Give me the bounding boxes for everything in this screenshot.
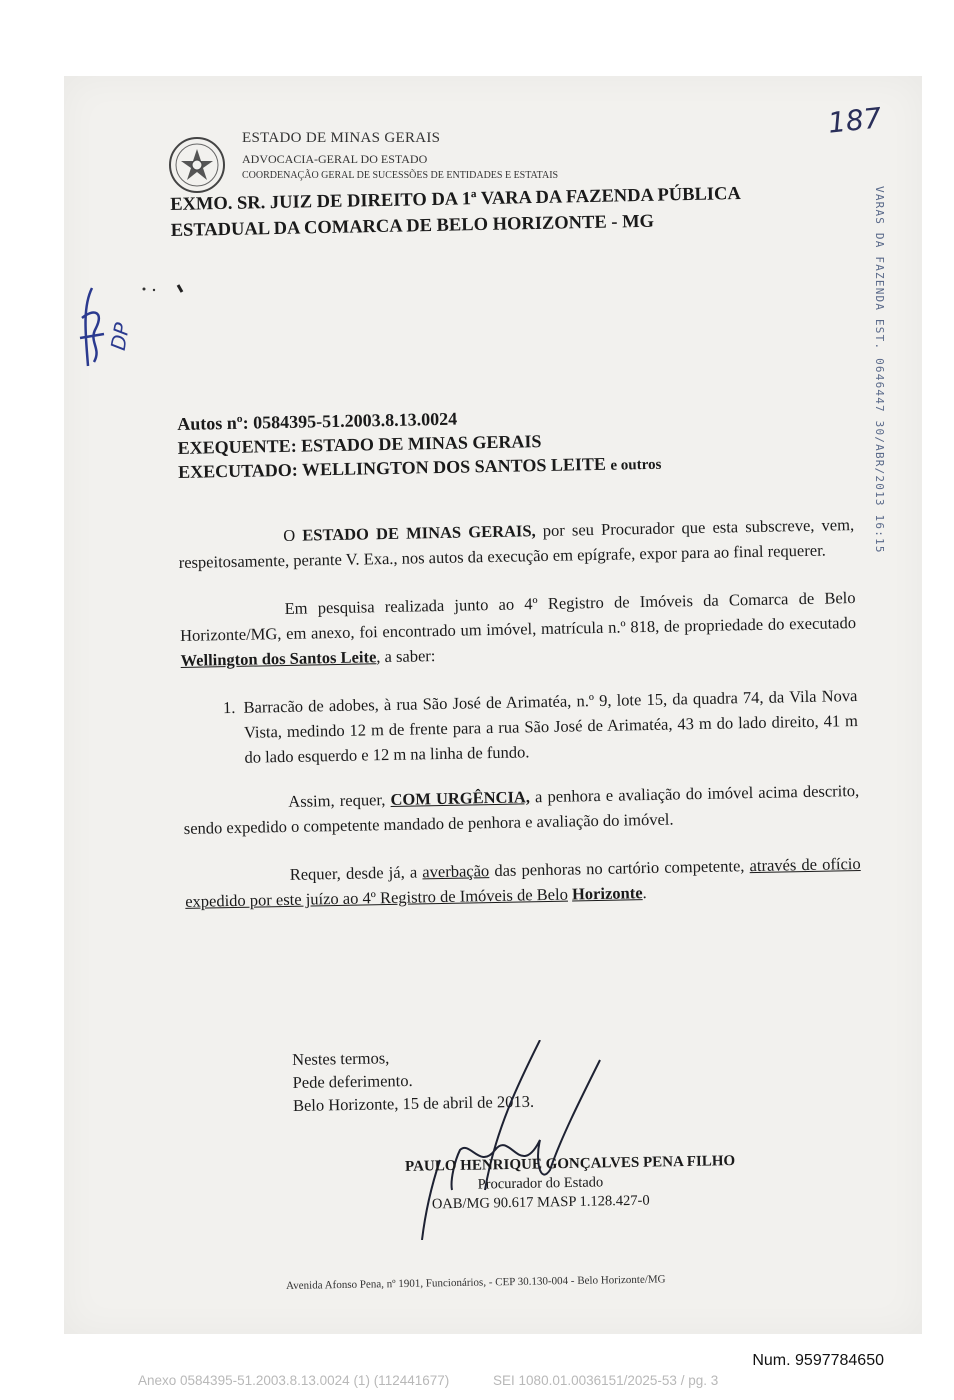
paragraph-request-registration: Requer, desde já, a averbação das penhoras no cartório competente, através de ofício expedido por este juízo ao 4º Registro de Imóveis de Belo Horizonte. xyxy=(185,853,861,911)
signer-role: Procurador do Estado xyxy=(477,1174,604,1193)
protocol-stamp: VARAS DA FAZENDA EST. 0646447 30/ABR/2013 16:15 xyxy=(873,186,886,554)
signer-block xyxy=(340,1153,741,1215)
paragraph-introduction: O ESTADO DE MINAS GERAIS, por seu Procurador que esta subscreve, vem, respeitosamente, perante V. Exa., nos autos da execução em epígrafe, expor para ao final requerer. xyxy=(178,515,855,572)
header-coordination-name: COORDENAÇÃO GERAL DE SUCESSÕES DE ENTIDADES E ESTATAIS xyxy=(242,170,559,181)
closing-date: Belo Horizonte, 15 de abril de 2013. xyxy=(292,1091,535,1115)
case-identification xyxy=(177,400,778,486)
annex-reference: Anexo 0584395-51.2003.8.13.0024 (1) (112441677) xyxy=(138,1373,450,1388)
header-state-name: ESTADO DE MINAS GERAIS xyxy=(242,130,441,146)
paragraph-property-search: Em pesquisa realizada junto ao 4º Registro de Imóveis da Comarca de Belo Horizonte/MG, em anexo, foi encontrado um imóvel, matrícula n.º 818, de propriedade do executado Wellington dos Santos Leite, a saber: xyxy=(179,588,857,670)
document-metadata-line xyxy=(138,1373,758,1388)
stray-ink-marks xyxy=(138,282,188,296)
urgency-emphasis: COM URGÊNCIA, xyxy=(390,787,531,809)
case-plaintiff: EXEQUENTE: ESTADO DE MINAS GERAIS xyxy=(177,431,542,458)
property-item-1: 1. Barracão de adobes, à rua São José de Arimatéa, n.º 9, lote 15, da quadra 74, da Vila Nova Vista, medindo 12 m de frente para a rua São José de Arimatéa, 43 m do lado direito, 41 m do lado esquerdo e 12 m na linha de fundo. xyxy=(239,683,858,770)
petition-body xyxy=(178,512,862,937)
addressee-line-1: EXMO. SR. JUIZ DE DIREITO DA 1ª VARA DA FAZENDA PÚBLICA xyxy=(170,184,741,215)
closing-line-1: Nestes termos, xyxy=(292,1048,390,1069)
paragraph-request-seizure: Assim, requer, COM URGÊNCIA, a penhora e avaliação do imóvel acima descrito, sendo expedido o competente mandado de penhora e avaliação do imóvel. xyxy=(183,780,860,838)
property-list xyxy=(181,683,858,771)
case-defendant: EXECUTADO: WELLINGTON DOS SANTOS LEITE xyxy=(177,453,607,482)
property-owner-name: Wellington dos Santos Leite xyxy=(180,647,377,670)
sei-reference: SEI 1080.01.0036151/2025-53 / pg. 3 xyxy=(493,1373,719,1388)
signer-registration: OAB/MG 90.617 MASP 1.128.427-0 xyxy=(431,1192,650,1213)
handwritten-page-number: 187 xyxy=(826,101,884,140)
addressee-line-2: ESTADUAL DA COMARCA DE BELO HORIZONTE - MG xyxy=(170,211,655,241)
petitioner-name: ESTADO DE MINAS GERAIS, xyxy=(302,521,536,545)
state-coat-of-arms-seal xyxy=(165,135,229,195)
document-number: Num. 9597784650 xyxy=(752,1352,884,1369)
handwritten-initials: DP xyxy=(105,320,135,353)
header-agency-name: ADVOCACIA-GERAL DO ESTADO xyxy=(242,152,428,166)
case-defendant-suffix: e outros xyxy=(610,456,662,474)
footer-address: Avenida Afonso Pena, nº 1901, Funcionários, - CEP 30.130-004 - Belo Horizonte/MG xyxy=(286,1273,666,1292)
signer-name: PAULO HENRIQUE GONÇALVES PENA FILHO xyxy=(404,1153,736,1175)
case-number-label: Autos nº: xyxy=(177,412,249,434)
case-number: 0584395-51.2003.8.13.0024 xyxy=(252,408,458,433)
closing-line-2: Pede deferimento. xyxy=(292,1070,413,1092)
